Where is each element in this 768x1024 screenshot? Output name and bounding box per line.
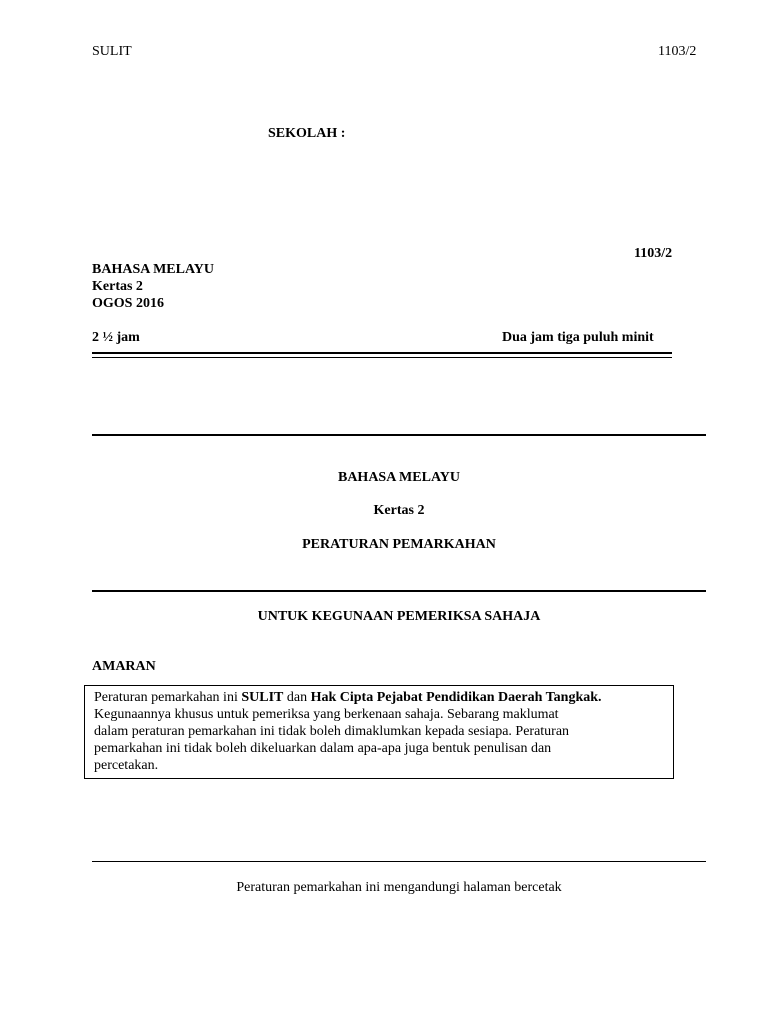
paper-subject: BAHASA MELAYU xyxy=(92,262,215,277)
title-rule-bottom xyxy=(92,590,706,592)
title-paper-number: Kertas 2 xyxy=(373,503,425,518)
warning-text-mid: dan xyxy=(283,690,311,705)
duration-long: Dua jam tiga puluh minit xyxy=(502,330,654,345)
duration-short: 2 ½ jam xyxy=(92,330,140,345)
header-code: 1103/2 xyxy=(658,44,697,59)
paper-number: Kertas 2 xyxy=(92,279,143,294)
footer-page-note: Peraturan pemarkahan ini mengandungi halaman bercetak xyxy=(236,880,562,895)
warning-copyright: Hak Cipta Pejabat Pendidikan Daerah Tangkak. xyxy=(310,690,602,705)
double-rule-bottom xyxy=(92,357,672,358)
title-subject: BAHASA MELAYU xyxy=(337,470,460,485)
school-label: SEKOLAH : xyxy=(268,126,346,141)
title-doc-type: PERATURAN PEMARKAHAN xyxy=(302,537,496,552)
warning-line-5: percetakan. xyxy=(94,758,159,773)
warning-line-2: Kegunaannya khusus untuk pemeriksa yang berkenaan sahaja. Sebarang maklumat xyxy=(94,707,559,722)
paper-date: OGOS 2016 xyxy=(92,296,164,311)
warning-box xyxy=(84,685,674,779)
restriction-notice: UNTUK KEGUNAAN PEMERIKSA SAHAJA xyxy=(257,609,541,624)
warning-line-4: pemarkahan ini tidak boleh dikeluarkan dalam apa-apa juga bentuk penulisan dan xyxy=(94,741,552,756)
footer-rule xyxy=(92,861,706,862)
paper-code: 1103/2 xyxy=(634,246,673,261)
warning-sulit: SULIT xyxy=(241,690,284,705)
warning-line-3: dalam peraturan pemarkahan ini tidak boleh dimaklumkan kepada sesiapa. Peraturan xyxy=(94,724,570,739)
warning-text-pre: Peraturan pemarkahan ini xyxy=(94,690,242,705)
double-rule-top xyxy=(92,352,672,354)
warning-line-1 xyxy=(94,689,664,706)
title-rule-top xyxy=(92,434,706,436)
header-classification: SULIT xyxy=(92,44,132,59)
warning-heading: AMARAN xyxy=(92,659,156,674)
